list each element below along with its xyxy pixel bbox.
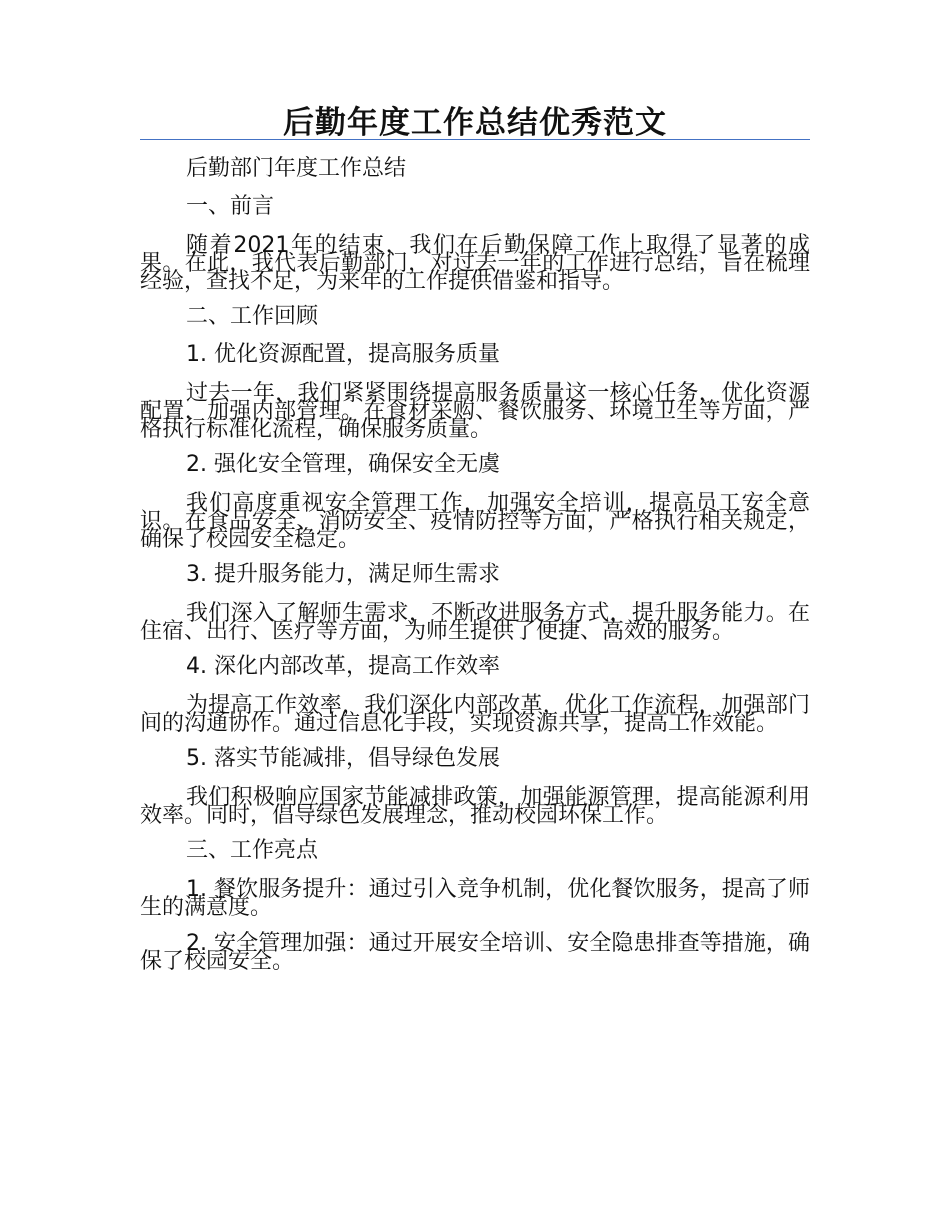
title-underline	[140, 139, 810, 140]
highlight-item-2: 2. 安全管理加强：通过开展安全培训、安全隐患排查等措施，确保了校园安全。	[140, 931, 810, 974]
body-paragraph-5: 我们积极响应国家节能减排政策，加强能源管理，提高能源利用效率。同时，倡导绿色发展理念，推动校园环保工作。	[140, 785, 810, 828]
subsection-heading-3: 3. 提升服务能力，满足师生需求	[186, 562, 500, 587]
subtitle-line: 后勤部门年度工作总结	[186, 156, 407, 181]
body-paragraph-preface: 随着2021年的结束，我们在后勤保障工作上取得了显著的成果。在此，我代表后勤部门，对过去一年的工作进行总结，旨在梳理经验，查找不足，为来年的工作提供借鉴和指导。	[140, 233, 810, 294]
body-paragraph-4: 为提高工作效率，我们深化内部改革，优化工作流程，加强部门间的沟通协作。通过信息化手段，实现资源共享，提高工作效能。	[140, 693, 810, 736]
subsection-heading-4: 4. 深化内部改革，提高工作效率	[186, 654, 500, 679]
subsection-heading-5: 5. 落实节能减排，倡导绿色发展	[186, 746, 500, 771]
document-body	[140, 157, 810, 985]
section-heading-highlights: 三、工作亮点	[186, 838, 319, 863]
subsection-heading-1: 1. 优化资源配置，提高服务质量	[186, 342, 500, 367]
document-title: 后勤年度工作总结优秀范文	[283, 105, 667, 141]
highlight-item-1: 1. 餐饮服务提升：通过引入竞争机制，优化餐饮服务，提高了师生的满意度。	[140, 877, 810, 920]
section-heading-review: 二、工作回顾	[186, 304, 319, 329]
body-paragraph-1: 过去一年，我们紧紧围绕提高服务质量这一核心任务，优化资源配置，加强内部管理。在食材采购、餐饮服务、环境卫生等方面，严格执行标准化流程，确保服务质量。	[140, 381, 810, 442]
body-paragraph-2: 我们高度重视安全管理工作，加强安全培训，提高员工安全意识。在食品安全、消防安全、疫情防控等方面，严格执行相关规定，确保了校园安全稳定。	[140, 491, 810, 552]
section-heading-preface: 一、前言	[186, 194, 275, 219]
body-paragraph-3: 我们深入了解师生需求，不断改进服务方式，提升服务能力。在住宿、出行、医疗等方面，为师生提供了便捷、高效的服务。	[140, 601, 810, 644]
subsection-heading-2: 2. 强化安全管理，确保安全无虞	[186, 452, 500, 477]
